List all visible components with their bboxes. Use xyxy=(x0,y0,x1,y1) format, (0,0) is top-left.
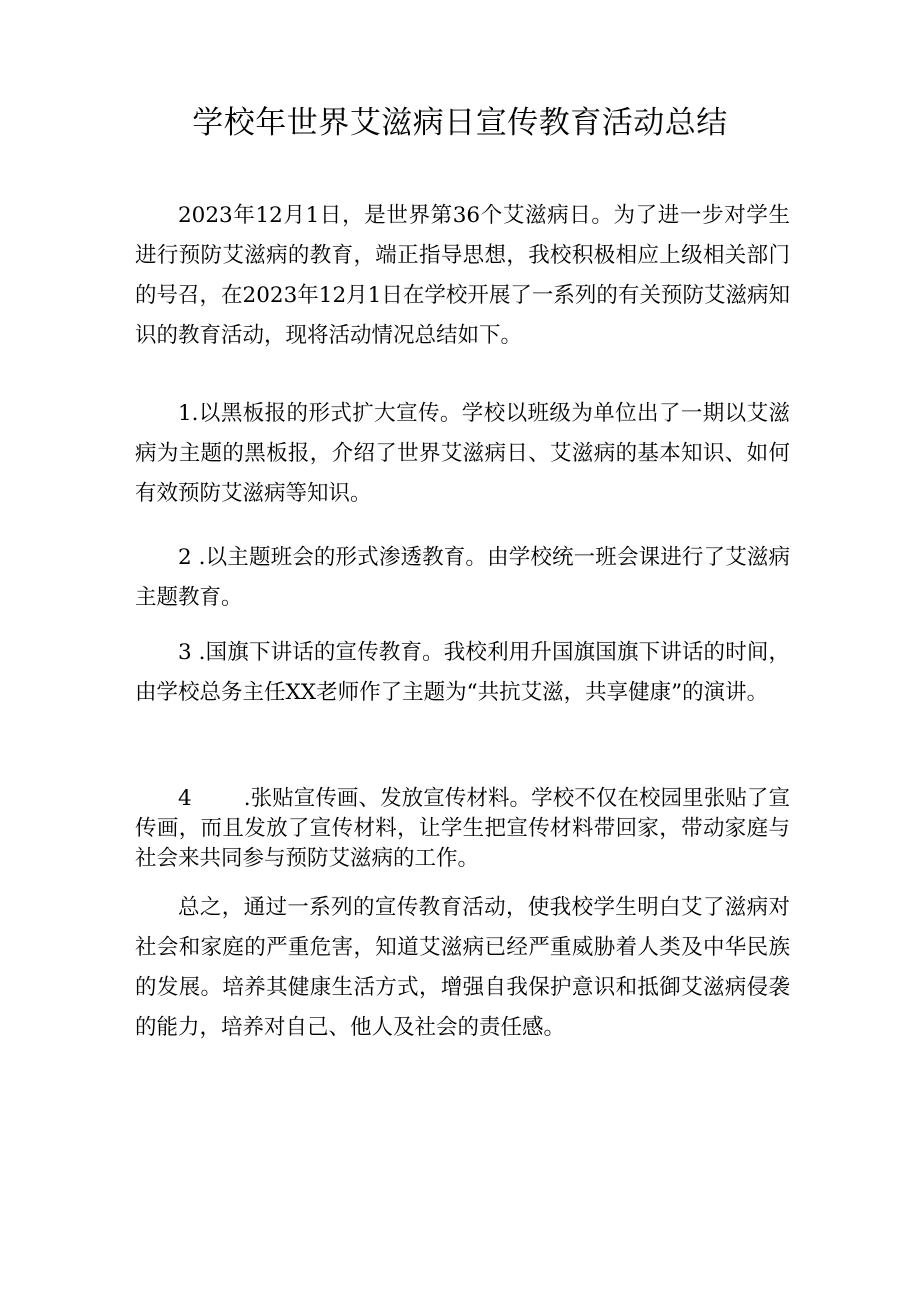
paragraph-conclusion: 总之，通过一系列的宣传教育活动，使我校学生明白艾了滋病对社会和家庭的严重危害，知道艾滋病已经严重威胁着人类及中华民族的发展。培养其健康生活方式，增强自我保护意识和抵御艾滋病侵袭的能力，培养对自己、他人及社会的责任感。 xyxy=(135,895,790,1040)
document-title: 学校年世界艾滋病日宣传教育活动总结 xyxy=(192,105,728,141)
paragraph-item-3: 3 .国旗下讲话的宣传教育。我校利用升国旗国旗下讲话的时间，由学校总务主任XX老师作了主题为“共抗艾滋，共享健康”的演讲。 xyxy=(135,640,790,705)
paragraph-item-1: 1.以黑板报的形式扩大宣传。学校以班级为单位出了一期以艾滋病为主题的黑板报，介绍了世界艾滋病日、艾滋病的基本知识、如何有效预防艾滋病等知识。 xyxy=(135,401,790,506)
item-4-number: 4 xyxy=(178,786,192,811)
paragraph-item-2: 2 .以主题班会的形式渗透教育。由学校统一班会课进行了艾滋病主题教育。 xyxy=(135,545,790,610)
item-4-text: .张贴宣传画、发放宣传材料。学校不仅在校园里张贴了宣传画，而且发放了宣传材料，让学生把宣传材料带回家，带动家庭与社会来共同参与预防艾滋病的工作。 xyxy=(135,786,790,871)
paragraph-intro: 2023年12月1日，是世界第36个艾滋病日。为了进一步对学生进行预防艾滋病的教育，端正指导思想，我校积极相应上级相关部门的号召，在2023年12月1日在学校开展了一系列的有关预防艾滋病知识的教育活动，现将活动情况总结如下。 xyxy=(135,203,790,348)
paragraph-item-4 xyxy=(135,784,790,874)
